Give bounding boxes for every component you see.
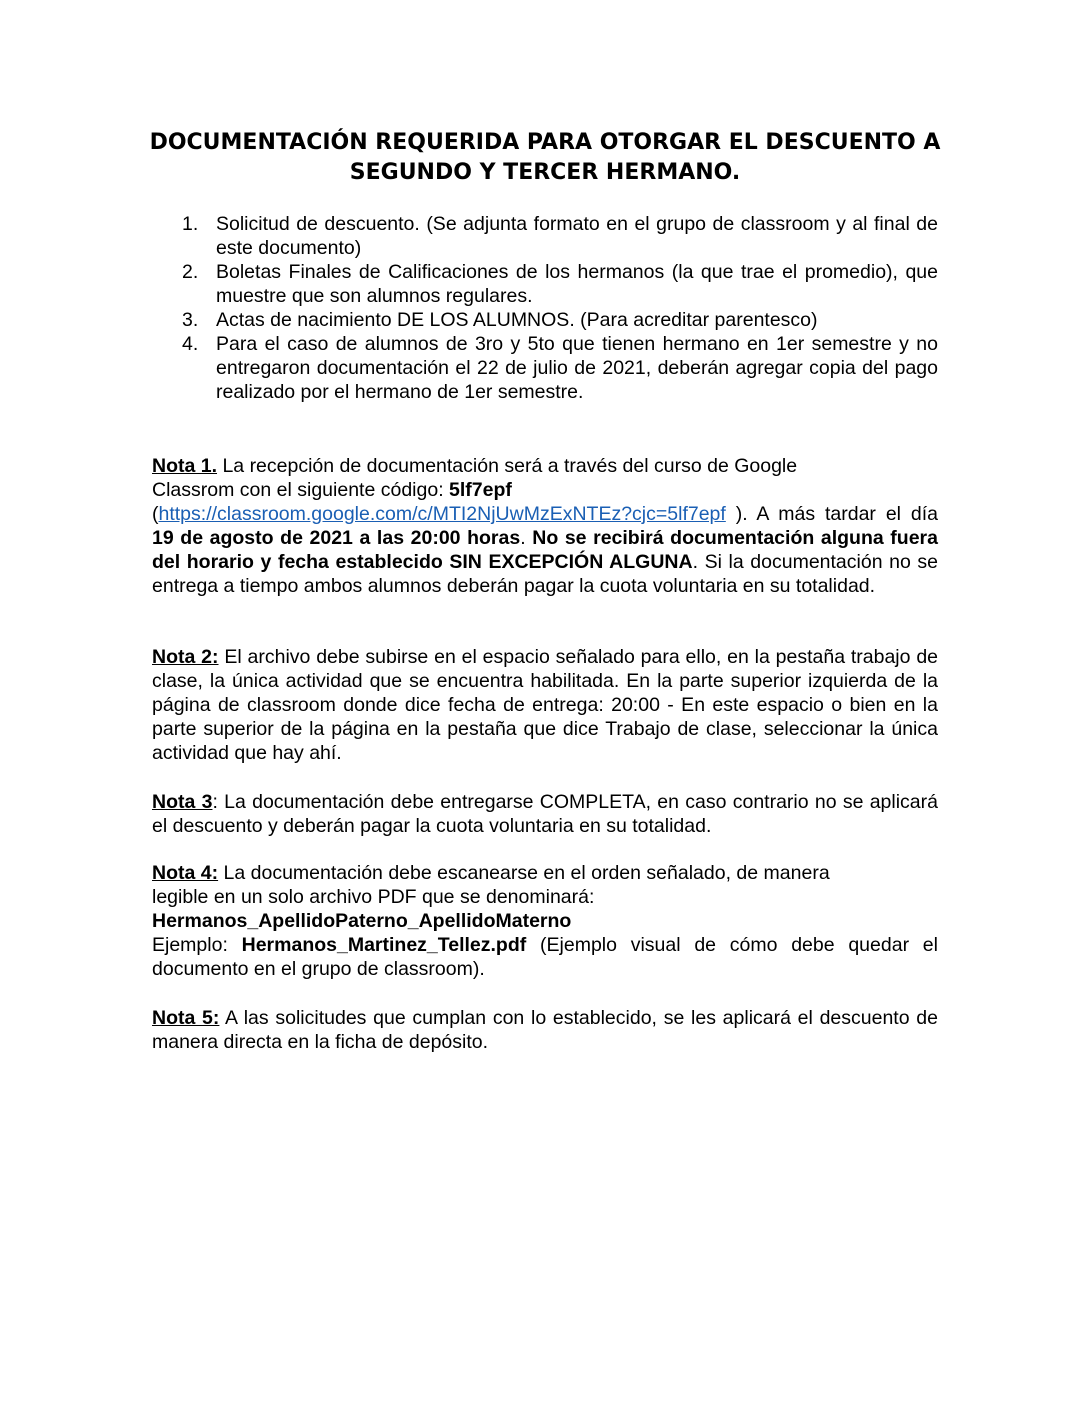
note-2-text: El archivo debe subirse en el espacio señalado para ello, en la pestaña trabajo de clase, la única actividad que se encuentra habilitada. En la parte superior izquierda de la página de classroom donde dice fecha de entrega: 20:00 - En este espacio o bien en la parte superior de la página en la pestaña que dice Trabajo de clase, seleccionar la única actividad que hay ahí. bbox=[152, 646, 939, 764]
note-word: denominará: bbox=[485, 886, 595, 908]
requirements-list bbox=[152, 212, 938, 404]
note-text: . bbox=[520, 527, 533, 549]
requirement-number: 1. bbox=[182, 213, 199, 235]
note-word: de bbox=[339, 455, 362, 477]
note-word: que bbox=[421, 886, 455, 908]
title-line-1: DOCUMENTACIÓN REQUERIDA PARA OTORGAR EL DESCUENTO A bbox=[149, 130, 941, 155]
note-word: Google bbox=[734, 455, 798, 477]
note-3-label: Nota 3 bbox=[152, 791, 213, 813]
note-text: ). A más tardar el día bbox=[725, 503, 938, 525]
note-word: La bbox=[223, 862, 246, 884]
requirement-text: Solicitud de descuento. (Se adjunta formato en el grupo de classroom y al final de este documento) bbox=[216, 213, 938, 259]
note-word: de bbox=[707, 455, 729, 477]
note-word: el bbox=[276, 479, 292, 501]
deadline-text: 19 de agosto de 2021 a las 20:00 horas bbox=[152, 527, 521, 549]
note-word: documentación bbox=[366, 455, 499, 477]
note-word: curso bbox=[653, 455, 702, 477]
note-word: escanearse bbox=[437, 862, 538, 884]
note-word: código: bbox=[380, 479, 444, 501]
note-4-line-2 bbox=[152, 885, 938, 909]
note-word: La bbox=[222, 455, 245, 477]
note-word: un bbox=[240, 886, 263, 908]
classroom-code: 5lf7epf bbox=[449, 479, 512, 501]
note-word: solo bbox=[268, 886, 304, 908]
note-1 bbox=[152, 454, 938, 598]
filename-pattern: Hermanos_ApellidoPaterno_ApellidoMaterno bbox=[152, 910, 572, 932]
note-word: con bbox=[239, 479, 272, 501]
requirement-text: Para el caso de alumnos de 3ro y 5to que tienen hermano en 1er semestre y no entregaron documentación el 22 de julio de 2021, deberán agregar copia del pago realizado por el hermano de 1er semestre. bbox=[216, 333, 938, 403]
note-paren: ( bbox=[152, 503, 159, 525]
note-word: del bbox=[622, 455, 649, 477]
example-prefix: Ejemplo: bbox=[152, 934, 242, 956]
requirement-text: Actas de nacimiento DE LOS ALUMNOS. (Para acreditar parentesco) bbox=[216, 309, 818, 331]
warning-text: No se recibirá documentación alguna fuera del horario y fecha establecido SIN EXCEPCIÓN ALGUNA bbox=[152, 527, 938, 573]
note-word: legible bbox=[152, 886, 209, 908]
note-5 bbox=[152, 1006, 938, 1054]
note-word: recepción bbox=[249, 455, 335, 477]
note-text: . Si la documentación no se entrega a tiempo ambos alumnos deberán pagar la cuota voluntaria en su totalidad. bbox=[152, 551, 939, 597]
document-title bbox=[130, 128, 960, 188]
requirement-item-3 bbox=[152, 308, 938, 332]
note-word: Classrom bbox=[152, 479, 235, 501]
note-4-line-1 bbox=[152, 861, 938, 885]
example-text: (Ejemplo visual de cómo debe quedar el documento en el grupo de classroom). bbox=[152, 934, 938, 980]
title-line-2: SEGUNDO Y TERCER HERMANO. bbox=[349, 160, 741, 185]
note-word: documentación bbox=[250, 862, 383, 884]
note-4-example bbox=[152, 933, 938, 981]
note-3-text: : La documentación debe entregarse COMPLETA, en caso contrario no se aplicará el descuento y deberán pagar la cuota voluntaria en su totalidad. bbox=[152, 791, 938, 837]
note-word: en bbox=[543, 862, 566, 884]
note-1-label: Nota 1. bbox=[152, 455, 218, 477]
note-word: señalado, bbox=[646, 862, 731, 884]
requirement-number: 3. bbox=[182, 309, 199, 331]
note-word: archivo bbox=[309, 886, 373, 908]
note-3 bbox=[152, 790, 938, 838]
note-5-text: A las solicitudes que cumplan con lo establecido, se les aplicará el descuento de manera directa en la ficha de depósito. bbox=[152, 1007, 938, 1053]
note-word: de bbox=[736, 862, 759, 884]
note-1-body bbox=[152, 502, 938, 598]
requirement-text: Boletas Finales de Calificaciones de los hermanos (la que trae el promedio), que muestre que son alumnos regulares. bbox=[216, 261, 938, 307]
note-1-line-2 bbox=[152, 478, 938, 502]
note-word: a bbox=[547, 455, 559, 477]
requirement-number: 4. bbox=[182, 333, 199, 355]
note-word: el bbox=[570, 862, 586, 884]
note-word: través bbox=[564, 455, 618, 477]
note-4 bbox=[152, 861, 938, 981]
note-word: orden bbox=[591, 862, 641, 884]
note-word: será bbox=[504, 455, 543, 477]
requirement-item-2 bbox=[152, 260, 938, 308]
note-word: siguiente bbox=[297, 479, 376, 501]
requirement-item-4 bbox=[152, 332, 938, 404]
note-word: debe bbox=[388, 862, 432, 884]
note-5-label: Nota 5: bbox=[152, 1007, 220, 1029]
example-filename: Hermanos_Martinez_Tellez.pdf bbox=[241, 934, 527, 956]
requirement-number: 2. bbox=[182, 261, 199, 283]
classroom-link[interactable]: https://classroom.google.com/c/MTI2NjUwMzExNTEz?cjc=5lf7epf bbox=[158, 503, 726, 525]
requirement-item-1 bbox=[152, 212, 938, 260]
note-4-label: Nota 4: bbox=[152, 862, 219, 884]
note-word: en bbox=[213, 886, 236, 908]
note-word: se bbox=[459, 886, 481, 908]
note-2 bbox=[152, 645, 938, 765]
note-word: PDF bbox=[377, 886, 417, 908]
note-1-line-1 bbox=[152, 454, 938, 478]
note-word: manera bbox=[763, 862, 830, 884]
note-2-label: Nota 2: bbox=[152, 646, 219, 668]
